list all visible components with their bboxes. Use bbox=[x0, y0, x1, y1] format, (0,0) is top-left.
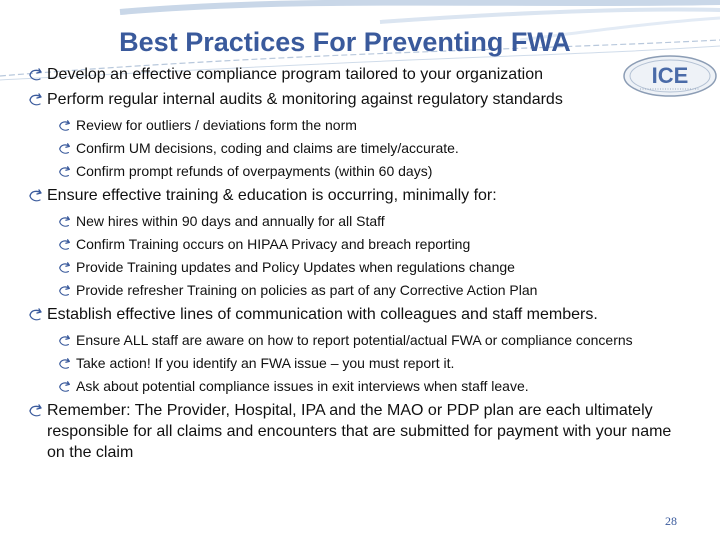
bullet-item bbox=[12, 400, 672, 463]
sub-bullet-item bbox=[12, 116, 672, 135]
bullet-item bbox=[12, 185, 672, 206]
bullet-text: Confirm UM decisions, coding and claims are timely/accurate. bbox=[76, 140, 459, 156]
bullet-text: Provide refresher Training on policies as part of any Corrective Action Plan bbox=[76, 282, 538, 298]
sub-bullet-item bbox=[12, 331, 672, 350]
sub-bullet-item bbox=[12, 377, 672, 396]
bullet-text: Confirm Training occurs on HIPAA Privacy and breach reporting bbox=[76, 236, 471, 252]
sub-bullet-item bbox=[12, 354, 672, 373]
curved-arrow-bullet-icon bbox=[58, 162, 72, 179]
sub-bullet-item bbox=[12, 258, 672, 277]
bullet-text: New hires within 90 days and annually for all Staff bbox=[76, 213, 385, 229]
curved-arrow-bullet-icon bbox=[58, 139, 72, 156]
bullet-text: Establish effective lines of communication with colleagues and staff members. bbox=[47, 306, 598, 323]
bullet-text: Perform regular internal audits & monitoring against regulatory standards bbox=[47, 91, 563, 108]
bullet-item bbox=[12, 89, 672, 110]
curved-arrow-bullet-icon bbox=[58, 331, 72, 348]
curved-arrow-bullet-icon bbox=[58, 377, 72, 394]
sub-bullet-item bbox=[12, 139, 672, 158]
bullet-item bbox=[12, 304, 672, 325]
ice-logo-text: ICE bbox=[651, 63, 689, 88]
bullet-text: Take action! If you identify an FWA issue – you must report it. bbox=[76, 355, 455, 371]
bullet-item bbox=[12, 64, 672, 85]
curved-arrow-bullet-icon bbox=[58, 354, 72, 371]
bullet-text: Remember: The Provider, Hospital, IPA and the MAO or PDP plan are each ultimately responsible for all claims and encounters that are submitted for payment with your name on the claim bbox=[47, 402, 672, 461]
sub-bullet-item bbox=[12, 235, 672, 254]
curved-arrow-bullet-icon bbox=[28, 64, 44, 83]
curved-arrow-bullet-icon bbox=[28, 304, 44, 323]
curved-arrow-bullet-icon bbox=[58, 116, 72, 133]
bullet-text: Ensure ALL staff are aware on how to report potential/actual FWA or compliance concerns bbox=[76, 332, 633, 348]
bullet-text: Ensure effective training & education is occurring, minimally for: bbox=[47, 187, 497, 204]
curved-arrow-bullet-icon bbox=[58, 235, 72, 252]
sub-bullet-item bbox=[12, 212, 672, 231]
bullet-text: Develop an effective compliance program tailored to your organization bbox=[47, 66, 543, 83]
bullet-text: Confirm prompt refunds of overpayments (within 60 days) bbox=[76, 163, 433, 179]
curved-arrow-bullet-icon bbox=[28, 89, 44, 108]
bullet-text: Provide Training updates and Policy Updates when regulations change bbox=[76, 259, 515, 275]
curved-arrow-bullet-icon bbox=[28, 400, 44, 419]
sub-bullet-item bbox=[12, 162, 672, 181]
curved-arrow-bullet-icon bbox=[58, 281, 72, 298]
curved-arrow-bullet-icon bbox=[58, 212, 72, 229]
curved-arrow-bullet-icon bbox=[58, 258, 72, 275]
bullet-list bbox=[12, 64, 672, 463]
curved-arrow-bullet-icon bbox=[28, 185, 44, 204]
bullet-text: Ask about potential compliance issues in exit interviews when staff leave. bbox=[76, 378, 529, 394]
slide-title: Best Practices For Preventing FWA bbox=[119, 27, 571, 57]
sub-bullet-item bbox=[12, 281, 672, 300]
bullet-text: Review for outliers / deviations form the norm bbox=[76, 117, 357, 133]
page-number: 28 bbox=[665, 514, 677, 528]
